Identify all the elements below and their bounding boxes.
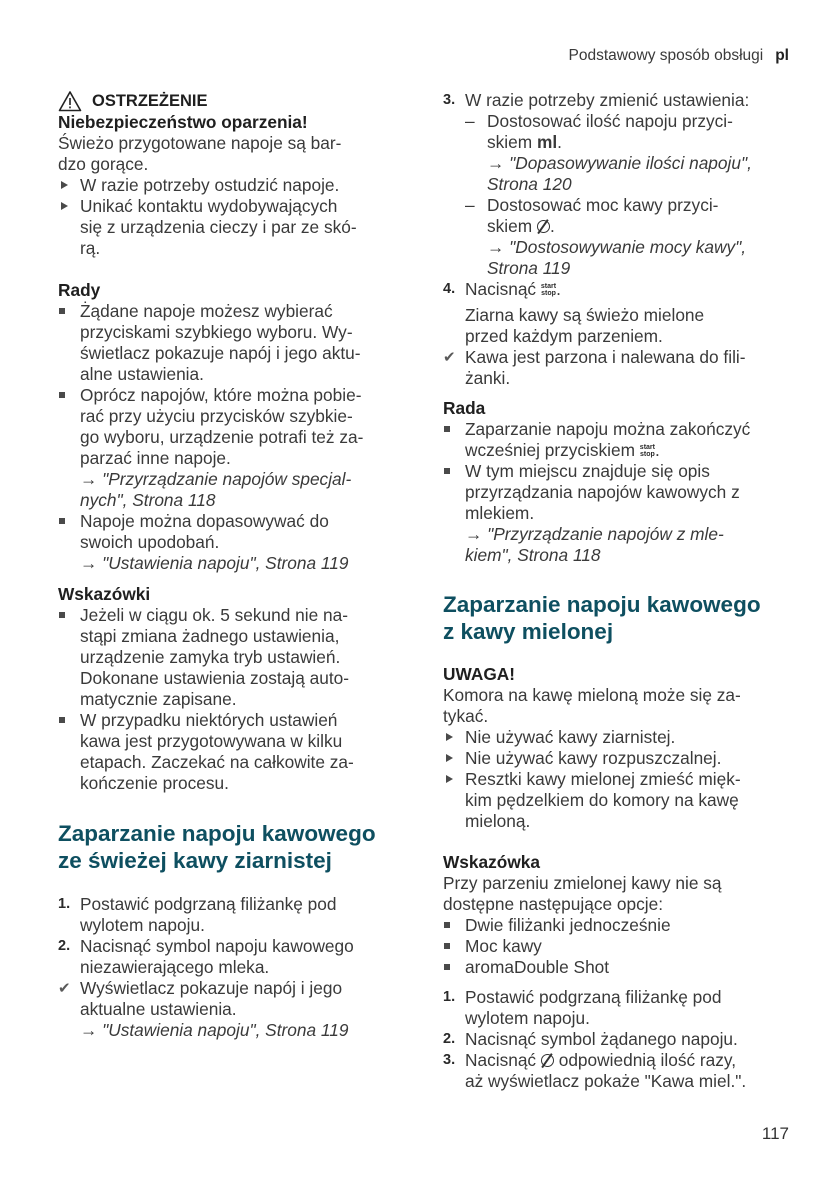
start-stop-icon: start stop [540,283,557,298]
sub-step: – Dostosować moc kawy przyci- skiem . → "Dostosowywanie mocy kawy", Strona 119 [465,195,747,278]
step-item: 1. Postawić podgrzaną filiżankę pod wylotem napoju. [443,987,722,1028]
list-item: Resztki kawy mielonej zmieść mięk- kim pędzelkiem do komory na kawę mieloną. [443,769,783,832]
list-item: Moc kawy [443,936,783,957]
cross-reference[interactable]: → "Dostosowywanie mocy kawy", Strona 119 [487,237,747,278]
sub-step: – Dostosować ilość napoju przyci- skiem ml. → "Dopasowywanie ilości napoju", Strona 120 [465,111,752,194]
list-item: Jeżeli w ciągu ok. 5 sekund nie na- stąpi zmiana żadnego ustawienia, urządzenie zamyka tryb ustawień. Dokonane ustawienia zostają auto- matycznie zapisane. [58,605,398,710]
rady-title: Rady [58,280,101,300]
result-item: ✔ Kawa jest parzona i nalewana do fili- żanki. [443,347,746,388]
warning-block [58,90,398,259]
section-ground-coffee [443,591,783,1092]
warning-label: OSTRZEŻENIE [92,91,208,110]
list-item: Oprócz napojów, które można pobie- rać przy użyciu przycisków szybkie- go wyboru, urządzenie potrafi też za- parzać inne napoje. → "Przyrządzanie napojów specjal- nych", Strona 118 [58,385,398,511]
caution-text: Komora na kawę mieloną może się za- tykać. [443,685,741,726]
right-column [443,90,783,1092]
cross-reference[interactable]: → "Ustawienia napoju", Strona 119 [80,1020,349,1040]
steps-list [58,894,398,1041]
start-stop-icon: start stop [639,444,655,459]
cross-reference[interactable]: → "Przyrządzanie napojów z mle- kiem", Strona 118 [465,524,724,565]
list-item: Napoje można dopasowywać do swoich upodobań. → "Ustawienia napoju", Strona 119 [58,511,398,574]
page-number: 117 [761,1124,789,1143]
list-item: W tym miejscu znajduje się opis przyrządzania napojów kawowych z mlekiem. → "Przyrządzanie napojów z mle- kiem", Strona 118 [443,461,783,566]
warning-actions [58,175,398,259]
sub-steps [465,111,783,279]
step-item: 3. Nacisnąć odpowiednią ilość razy, aż wyświetlacz pokaże "Kawa miel.". [443,1050,747,1091]
step-item: 2. Nacisnąć symbol żądanego napoju. [443,1029,738,1049]
step-item: 4. Nacisnąć start stop. Ziarna kawy są świeżo mielone przed każdym parzeniem. [443,279,783,347]
warning-triangle-icon [58,90,82,112]
list-item: W razie potrzeby ostudzić napoje. [58,175,398,196]
wskazowka-text: Przy parzeniu zmielonej kawy nie są dostępne następujące opcje: [443,873,722,914]
list-item: Nie używać kawy rozpuszczalnej. [443,748,783,769]
step-item: 1. Postawić podgrzaną filiżankę pod wylotem napoju. [58,894,337,935]
list-item: Zaparzanie napoju można zakończyć wcześniej przyciskiem start stop. [443,419,783,461]
cross-reference[interactable]: → "Dopasowywanie ilości napoju", Strona 120 [487,153,752,194]
step-item: 3. W razie potrzeby zmienić ustawienia: – Dostosować ilość napoju przyci- skiem ml. → "Dopasowywanie ilości napoju", Strona 120 – Dostosować moc kawy przyci- skiem . → "Dostosowywanie mocy kawy", Strona 119 [443,90,783,279]
header-section: Podstawowy sposób obsługi [568,47,764,64]
ground-steps-list [443,987,783,1092]
wskazowka-title: Wskazówka [443,852,541,872]
wskazowki-block [58,584,398,794]
result-item: ✔ Wyświetlacz pokazuje napój i jego aktualne ustawienia. → "Ustawienia napoju", Strona 119 [58,978,349,1040]
wskazowki-list [58,605,398,794]
warning-heading [58,90,398,112]
caution-title: UWAGA! [443,664,515,684]
warning-text: Świeżo przygotowane napoje są bar- dzo gorące. [58,133,342,174]
warning-title: Niebezpieczeństwo oparzenia! [58,112,308,132]
strength-icon [541,1054,554,1067]
cross-reference[interactable]: → "Przyrządzanie napojów specjal- nych", Strona 118 [80,469,352,510]
header-language: pl [775,47,789,64]
check-icon: ✔ [443,349,456,366]
section-heading: Zaparzanie napoju kawowego z kawy mielonej [443,592,761,644]
section-heading: Zaparzanie napoju kawowego ze świeżej kawy ziarnistej [58,821,376,873]
section-fresh-beans [58,820,398,1041]
strength-icon [537,220,550,233]
list-item: Nie używać kawy ziarnistej. [443,727,783,748]
list-item: Unikać kontaktu wydobywających się z urządzenia cieczy i par ze skó- rą. [58,196,398,259]
check-icon: ✔ [58,980,71,997]
step-note: Ziarna kawy są świeżo mielone przed każdym parzeniem. [465,305,705,346]
rada-list [443,419,783,566]
list-item: aromaDouble Shot [443,957,783,978]
list-item: Żądane napoje możesz wybierać przyciskami szybkiego wyboru. Wy- świetlacz pokazuje napój i jego aktu- alne ustawienia. [58,301,398,385]
options-list [443,915,783,978]
rada-block [443,398,783,566]
wskazowki-title: Wskazówki [58,584,151,604]
left-column [58,90,398,1041]
step-item: 2. Nacisnąć symbol napoju kawowego niezawierającego mleka. [58,936,354,977]
rady-list [58,301,398,574]
ml-button-symbol: ml [536,132,558,152]
list-item: Dwie filiżanki jednocześnie [443,915,783,936]
caution-actions [443,727,783,832]
steps-list-continued [443,90,783,389]
running-header [568,47,789,65]
list-item: W przypadku niektórych ustawień kawa jest przygotowywana w kilku etapach. Zaczekać na całkowite za- kończenie procesu. [58,710,398,794]
cross-reference[interactable]: → "Ustawienia napoju", Strona 119 [80,553,349,573]
rady-block [58,280,398,574]
rada-title: Rada [443,398,486,418]
